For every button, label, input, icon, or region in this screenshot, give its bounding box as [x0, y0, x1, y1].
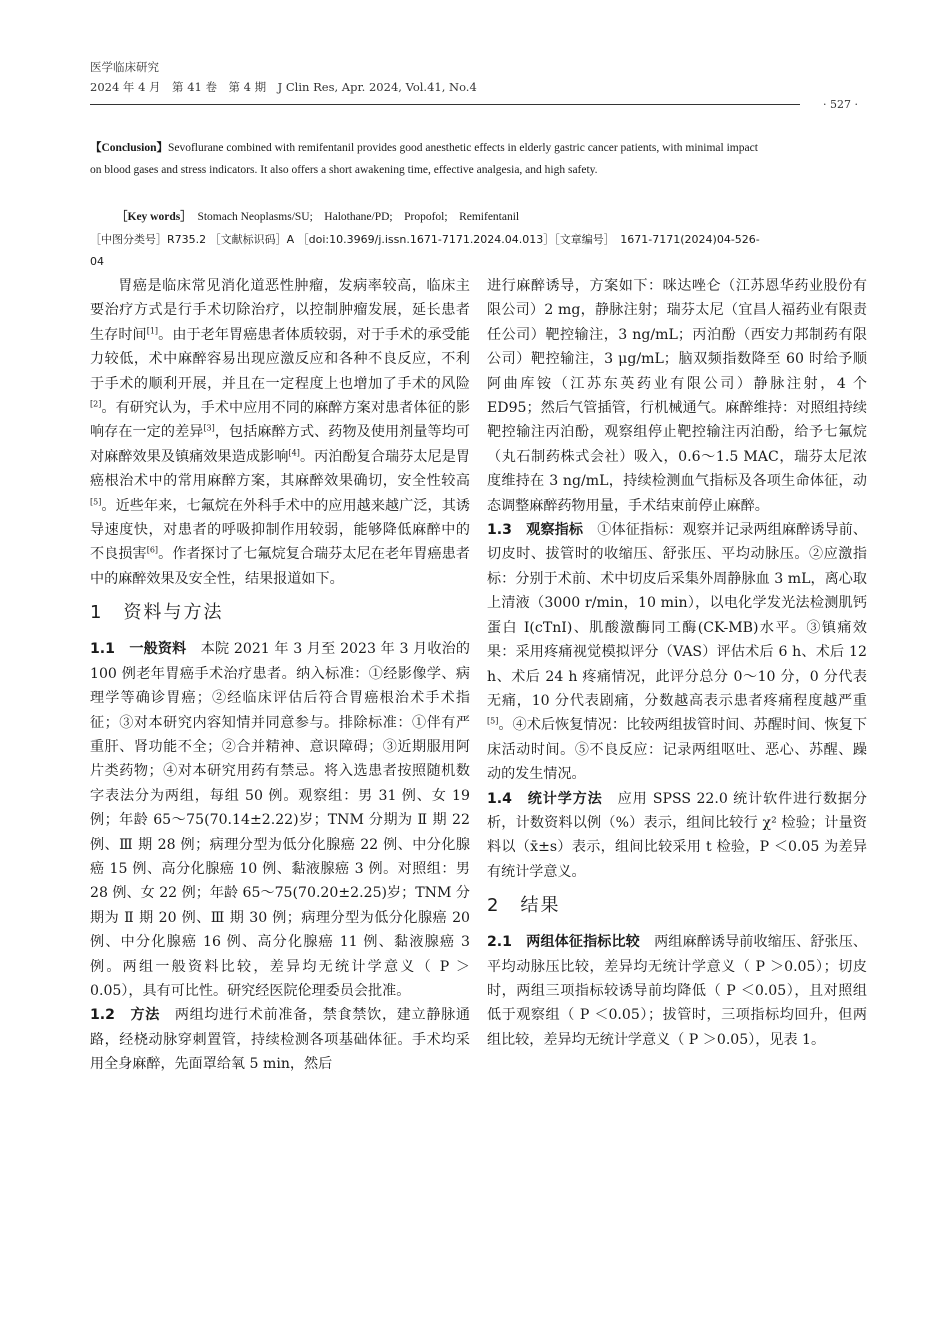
page-number: · 527 · [817, 98, 858, 111]
subsection-1-3: 1.3 观察指标 ①体征指标：观察并记录两组麻醉诱导前、切皮时、拔管时的收缩压、舒张压、平均动脉压。②应激指标：分别于术前、术中切皮后采集外周静脉血 3 mL，离心取上清液（3000 r/min，10 min），以电化学发光法检测肌钙蛋白 I(cTnI)、肌酸激酶同工酶(CK-MB)水平。③镇痛效果：采用疼痛视觉模拟评分（VAS）评估术后 6 h、术后 12 h、术后 24 h 疼痛情况，此评分总分 0～10 分，0 分代表无痛，10 分代表剧痛，分数越高表示患者疼痛程度越严重[5]。④术后恢复情况：比较两组拔管时间、苏醒时间、恢复下床活动时间。⑤不良反应：记录两组呕吐、恶心、苏醒、躁动的发生情况。 [487, 522, 868, 783]
subsection-1-4: 1.4 统计学方法 应用 SPSS 22.0 统计软件进行数据分析，计数资料以例（%）表示，组间比较行 χ² 检验；计量资料以（x̄±s）表示，组间比较采用 t 检验，P ＜0.05 为差异有统计学意义。 [487, 790, 867, 880]
citation: [4] [288, 448, 300, 458]
citation: [5] [487, 716, 499, 726]
citation: [6] [146, 545, 159, 555]
keywords [116, 206, 796, 228]
section-heading-results: 2 结果 [487, 895, 561, 917]
right-column [487, 274, 867, 1052]
subsection-1-1: 1.1 一般资料 本院 2021 年 3 月至 2023 年 3 月收治的 100 例老年胃癌手术治疗患者。纳入标准：①经影像学、病理学等确诊胃癌；②经临床评估后符合胃癌根治术手术指征；③对本研究内容知情并同意参与。排除标准：①伴有严重肝、肾功能不全；②合并精神、意识障碍；③近期服用阿片类药物；④对本研究用药有禁忌。将入选患者按照随机数字表法分为两组，每组 50 例。观察组：男 31 例、女 19 例；年龄 65～75(70.14±2.22)岁；TNM 分期为 Ⅱ 期 22 例、Ⅲ 期 28 例；病理分型为低分化腺癌 22 例、中分化腺癌 15 例、高分化腺癌 10 例、黏液腺癌 3 例。对照组：男 28 例、女 22 例；年龄 65～75(70.20±2.25)岁；TNM 分期为 Ⅱ 期 20 例、Ⅲ 期 30 例；病理分型为低分化腺癌 20 例、中分化腺癌 16 例、高分化腺癌 11 例、黏液腺癌 3 例。两组一般资料比较，差异均无统计学意义（ P ＞0.05），具有可比性。研究经医院伦理委员会批准。 [90, 641, 471, 999]
subsection-1-2: 1.2 方法 两组均进行术前准备，禁食禁饮，建立静脉通路，经桡动脉穿刺置管，持续检测各项基础体征。手术均采用全身麻醉，先面罩给氧 5 min，然后 [90, 1007, 470, 1073]
article-meta: ［中图分类号］R735.2 ［文献标识码］A ［doi:10.3969/j.issn.1671-7171.2024.04.013］［文章编号］ 1671-7171(2024)04-526-04 [90, 233, 760, 268]
header-rule [90, 104, 800, 105]
conclusion-text: Sevoflurane combined with remifentanil provides good anesthetic effects in elderly gastric cancer patients, with minimal impact on blood gases and stress indicators. It also offers a short awakening time, effective analgesia, and high safety. [90, 142, 758, 176]
keywords-text: Stomach Neoplasms/SU; Halothane/PD; Propofol; Remifentanil [197, 211, 520, 223]
methods-continued: 进行麻醉诱导，方案如下：咪达唑仑（江苏恩华药业股份有限公司）2 mg，静脉注射；瑞芬太尼（宜昌人福药业有限责任公司）靶控输注，3 ng/mL；丙泊酚（西安力邦制药有限公司）靶控输注，3 μg/mL；脑双频指数降至 60 时给予顺阿曲库铵（江苏东英药业有限公司）静脉注射，4 个 ED95；然后气管插管，行机械通气。麻醉维持：对照组持续靶控输注丙泊酚，观察组停止靶控输注丙泊酚，给予七氟烷（丸石制药株式会社）吸入，0.6～1.5 MAC，瑞芬太尼浓度维持在 3 ng/mL，持续检测血气指标及各项生命体征，动态调整麻醉药物用量，手术结束前停止麻醉。 [487, 278, 867, 514]
abstract-conclusion [90, 137, 770, 181]
citation: [5] [90, 496, 102, 506]
citation: [1] [146, 326, 159, 336]
subsection-2-1: 2.1 两组体征指标比较 两组麻醉诱导前收缩压、舒张压、平均动脉压比较，差异均无统计学意义（ P ＞0.05）；切皮时，两组三项指标较诱导前均降低（ P ＜0.05），且对照组低于观察组（ P ＜0.05）；拔管时，三项指标均回升，但两组比较，差异均无统计学意义（ P ＞0.05），见表 1。 [487, 934, 868, 1048]
left-column [90, 274, 470, 1077]
conclusion-label: 【Conclusion】 [90, 142, 168, 154]
journal-title: 医学临床研究 [90, 60, 159, 74]
keywords-label: ［Key words］ [116, 211, 186, 223]
issue-info: 2024 年 4 月 第 41 卷 第 4 期 J Clin Res, Apr. 2024, Vol.41, No.4 [90, 80, 477, 94]
citation: [3] [203, 423, 215, 433]
citation: [2] [90, 399, 102, 409]
section-heading-methods: 1 资料与方法 [90, 602, 224, 624]
intro-paragraph: 胃癌是临床常见消化道恶性肿瘤，发病率较高，临床主要治疗方式是行手术切除治疗，以控制肿瘤发展，延长患者生存时间[1]。由于老年胃癌患者体质较弱，对于手术的承受能力较低，术中麻醉容易出现应激反应和各种不良反应，不利于手术的顺利开展，并且在一定程度上也增加了手术的风险[2]。有研究认为，手术中应用不同的麻醉方案对患者体征的影响存在一定的差异[3]，包括麻醉方式、药物及使用剂量等均可对麻醉效果及镇痛效果造成影响[4]。丙泊酚复合瑞芬太尼是胃癌根治术中的常用麻醉方案，其麻醉效果确切，安全性较高[5]。近些年来，七氟烷在外科手术中的应用越来越广泛，其诱导速度快，对患者的呼吸抑制作用较弱，能够降低麻醉中的不良损害[6]。作者探讨了七氟烷复合瑞芬太尼在老年胃癌患者中的麻醉效果及安全性，结果报道如下。 [90, 278, 471, 587]
